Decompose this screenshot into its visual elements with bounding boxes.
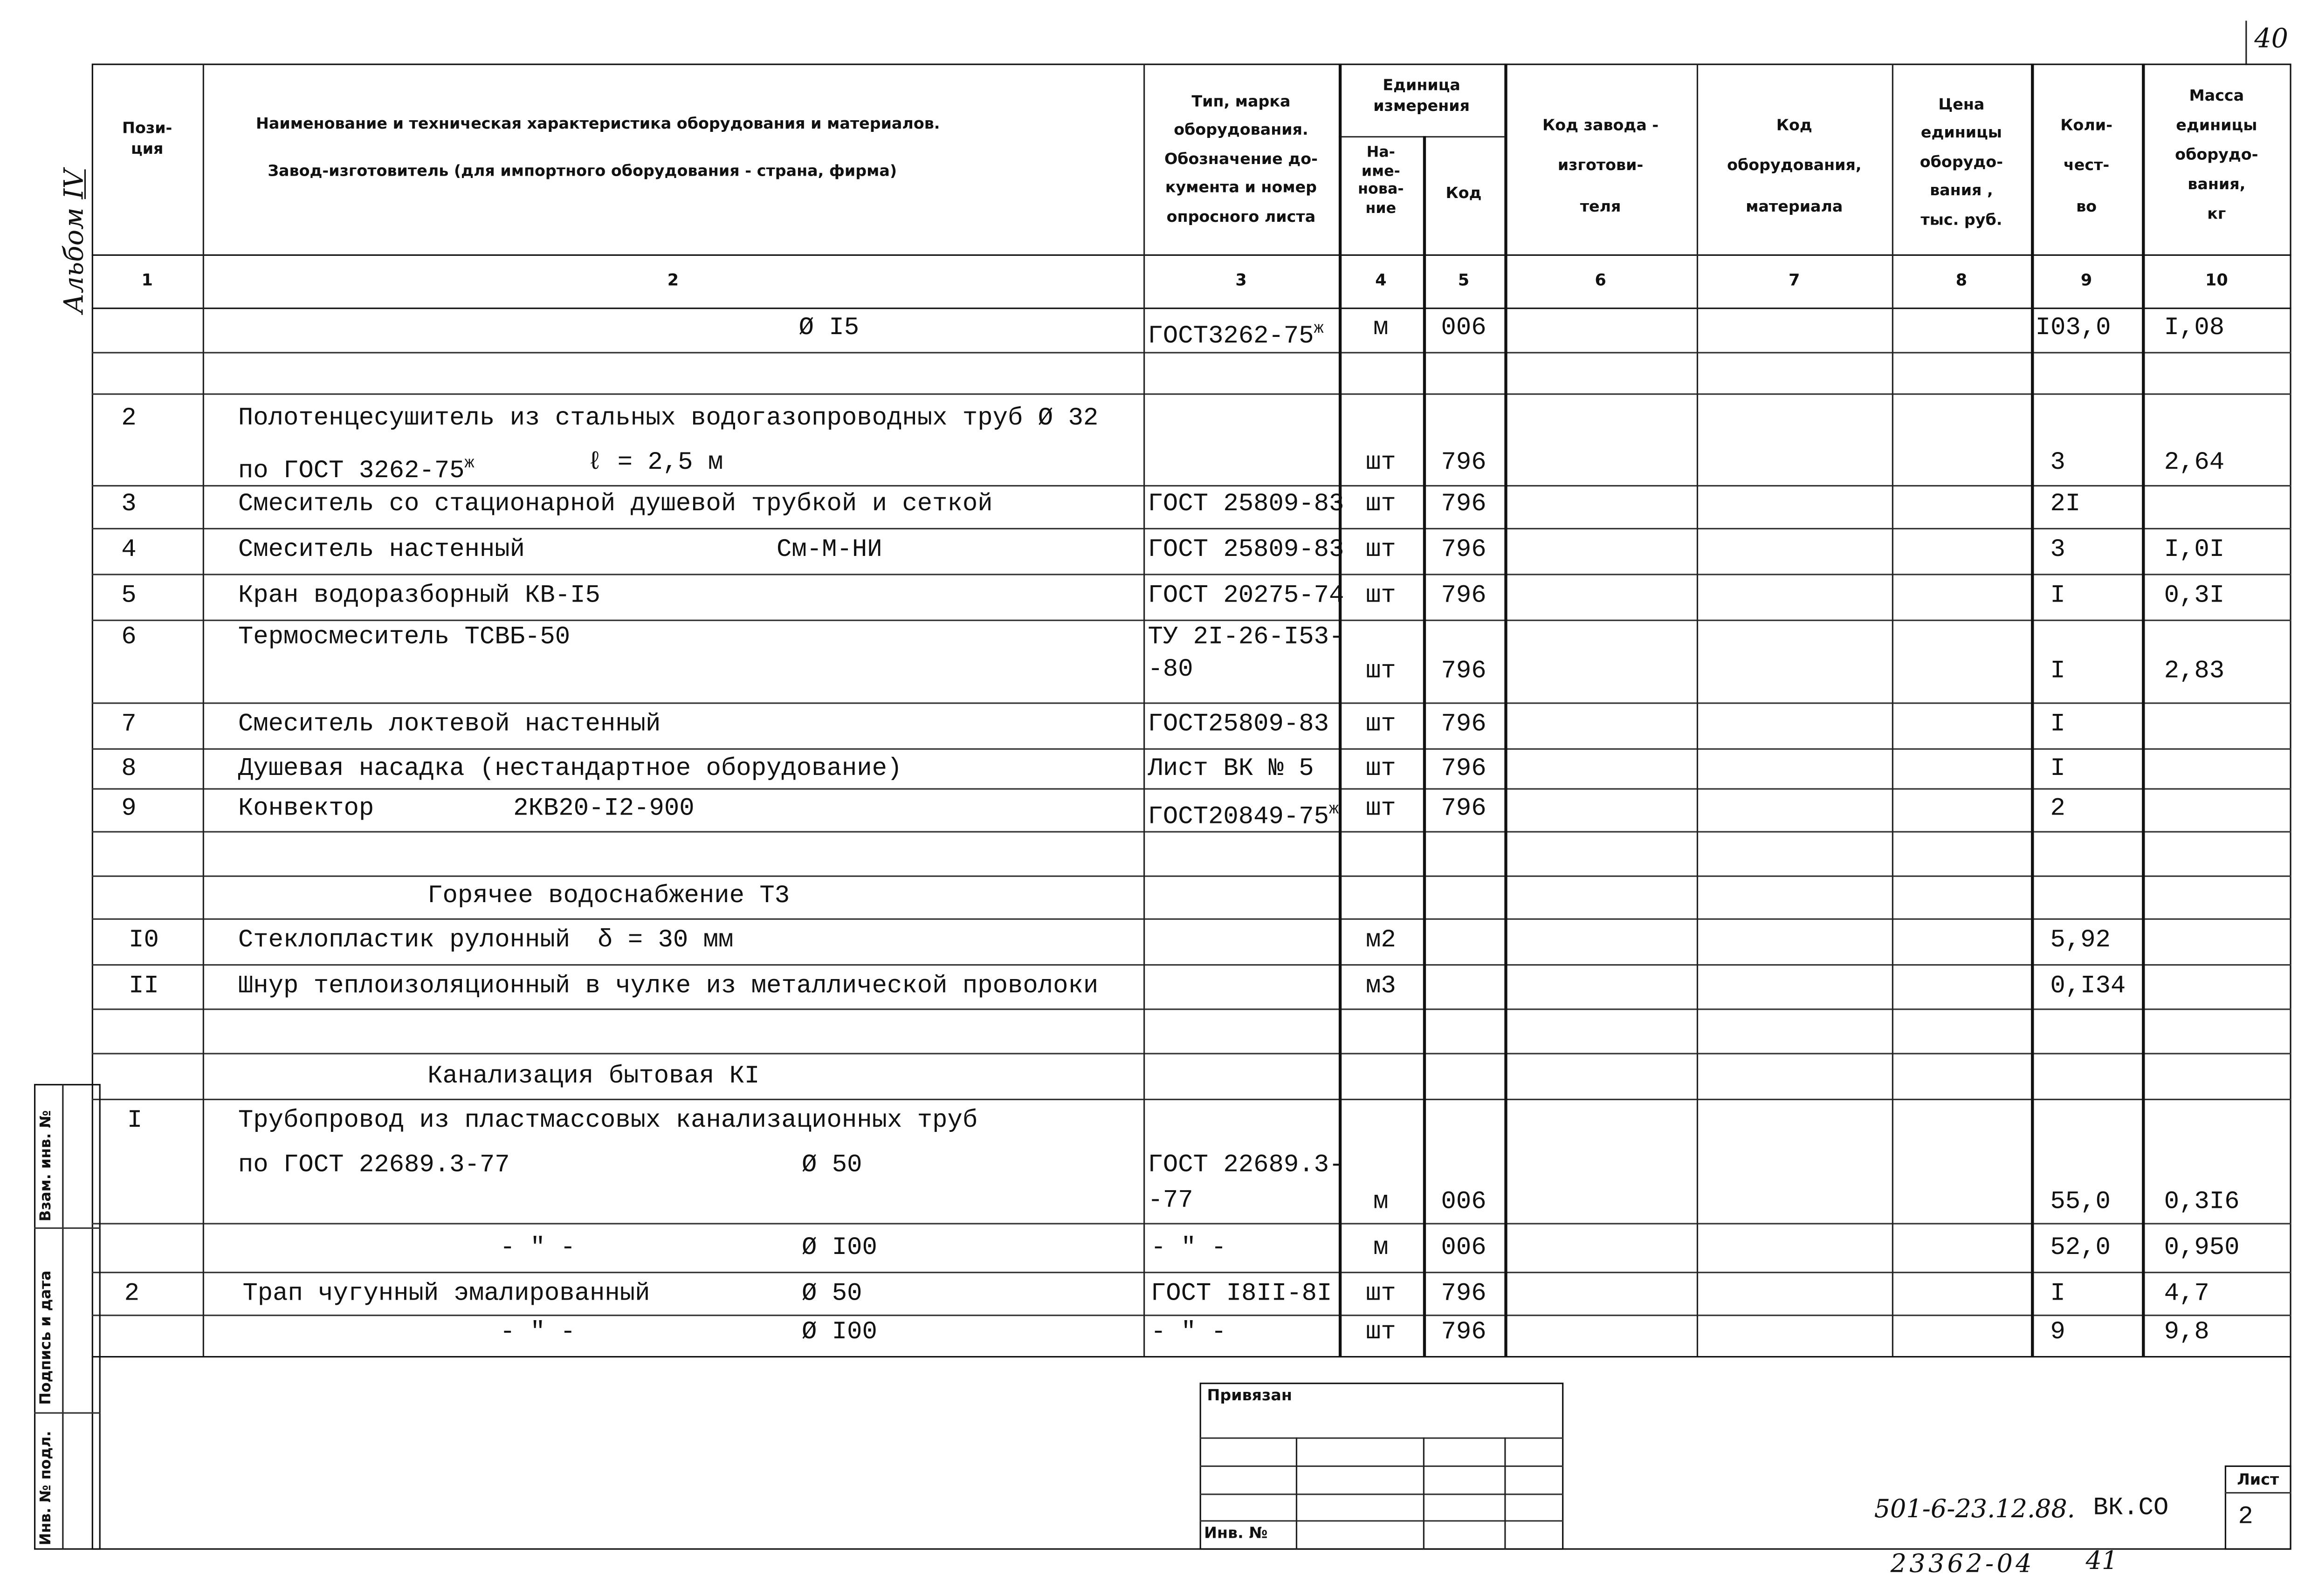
col-line-9 [2142, 63, 2145, 1356]
inv-no-label: Инв. № [1204, 1524, 1268, 1542]
header-mass: Масса единицы оборудо- вания, кг [2175, 87, 2258, 223]
row-mass: I,0I [2164, 536, 2225, 565]
col-line-5 [1504, 63, 1507, 1356]
row-code: 006 [1441, 1234, 1486, 1263]
row-doc: -80 [1148, 656, 1193, 685]
corner-divider [2245, 21, 2247, 65]
header-equipment-code: Код оборудования, материала [1727, 116, 1862, 216]
col-line-7 [1892, 63, 1893, 1356]
row-name: Смеситель настенный [238, 536, 525, 565]
row-unit: шт [1365, 1281, 1396, 1309]
footer-inventory-number: 23362-04 [1890, 1549, 2035, 1580]
row-unit: м [1373, 1189, 1389, 1217]
row-doc: Лист ВК № 5 [1148, 755, 1314, 784]
row-mass: 9,8 [2164, 1319, 2209, 1347]
row-name-tail: См-М-НИ [777, 536, 882, 565]
col-number: 3 [1235, 270, 1247, 290]
row-pos: 2 [121, 405, 137, 433]
row-mass: 0,3I [2164, 582, 2225, 611]
row-qty: I [2050, 582, 2065, 611]
row-code: 796 [1441, 582, 1486, 611]
row-line [92, 876, 2291, 877]
title-block-line [1200, 1438, 1564, 1439]
row-pos: 7 [121, 711, 137, 740]
row-name-tail: Ø 50 [801, 1281, 862, 1309]
row-doc: ГОСТ 25809-83 [1148, 491, 1344, 519]
row-line [92, 748, 2291, 750]
row-qty: I [2050, 658, 2065, 686]
row-line [92, 574, 2291, 575]
col-number: 6 [1595, 270, 1606, 290]
header-name-line2: Завод-изготовитель (для импортного оборудования - страна, фирма) [268, 163, 897, 181]
header-position: Пози- ция [122, 120, 172, 159]
project-code: 501-6-23.12.88. [1874, 1495, 2075, 1525]
header-price: Цена единицы оборудо- вания , тыс. руб. [1920, 96, 2003, 229]
unit-subheader-line [1339, 136, 1504, 137]
row-pos: 6 [121, 624, 137, 652]
row-mass: 2,64 [2164, 449, 2225, 478]
row-unit: м3 [1365, 973, 1396, 1001]
row-name: Полотенцесушитель из стальных водогазопроводных труб Ø 32 [238, 405, 1099, 433]
section-heading: Горячее водоснабжение Т3 [427, 883, 790, 911]
title-block-line [1200, 1466, 1564, 1467]
row-pos: 5 [121, 582, 137, 611]
row-line [92, 964, 2291, 966]
row-line [92, 1053, 2291, 1054]
row-code: 006 [1441, 1189, 1486, 1217]
col-number: 2 [667, 270, 679, 290]
row-code: 796 [1441, 491, 1486, 519]
row-unit: шт [1365, 755, 1396, 784]
colnum-bottom-line [92, 308, 2291, 309]
row-unit: шт [1365, 1319, 1396, 1347]
footer-page-number: 41 [2085, 1547, 2118, 1576]
row-qty: I03,0 [2035, 315, 2111, 343]
side-stamp-line [34, 1227, 101, 1229]
side-inv: Инв. № подл. [38, 1431, 55, 1546]
row-doc: -77 [1148, 1187, 1193, 1216]
row-name: Душевая насадка (нестандартное оборудование) [238, 755, 902, 784]
row-qty: I [2050, 711, 2065, 740]
row-code: 796 [1441, 1281, 1486, 1309]
row-name-tail: 2КВ20-I2-900 [513, 795, 695, 824]
row-qty: 52,0 [2050, 1234, 2111, 1263]
row-doc: ТУ 2I-26-I53- [1148, 624, 1344, 652]
row-name: по ГОСТ $3262-75^ж$ [238, 455, 475, 486]
row-line [92, 620, 2291, 621]
sheet-box-line [2225, 1492, 2291, 1493]
row-pos: I0 [129, 927, 159, 956]
row-name-tail: Ø I5 [798, 315, 860, 343]
row-name: Термосмеситель ТСВБ-50 [238, 624, 571, 652]
title-block-col [1296, 1438, 1297, 1550]
side-vzam: Взам. инв. № [38, 1110, 55, 1222]
side-stamp-divider [62, 1084, 63, 1550]
row-name-tail: δ = 30 мм [598, 927, 734, 956]
album-label: Альбом IV [59, 169, 90, 314]
side-stamp-line [34, 1412, 101, 1414]
row-unit: шт [1365, 536, 1396, 565]
section-heading: Канализация бытовая КI [427, 1063, 760, 1091]
row-line [92, 1008, 2291, 1010]
row-code: 796 [1441, 795, 1486, 824]
row-name: Трап чугунный эмалированный [242, 1281, 650, 1309]
row-name-tail: Ø I00 [801, 1234, 877, 1263]
col-line-8 [2031, 63, 2034, 1356]
row-unit: шт [1365, 582, 1396, 611]
col-number: 9 [2080, 270, 2092, 290]
row-pos: II [129, 973, 159, 1001]
row-mass: 0,950 [2164, 1234, 2240, 1263]
row-name-tail: Ø I00 [801, 1319, 877, 1347]
col-line-2 [1143, 63, 1145, 1356]
col-number: 1 [141, 270, 153, 290]
col-number: 5 [1458, 270, 1470, 290]
row-doc: ГОСТ 22689.3- [1148, 1152, 1344, 1180]
row-qty: 0,I34 [2050, 973, 2126, 1001]
row-unit: м [1373, 1234, 1389, 1263]
row-line [92, 702, 2291, 704]
header-unit: Единица измерения [1373, 77, 1470, 116]
row-code: 796 [1441, 711, 1486, 740]
row-name: - " - [500, 1234, 576, 1263]
row-pos: 8 [121, 755, 137, 784]
row-pos: 4 [121, 536, 137, 565]
row-unit: шт [1365, 711, 1396, 740]
row-doc: $ГОСТ3262-75^ж$ [1148, 321, 1324, 352]
title-block-col [1423, 1438, 1424, 1550]
privyazan-label: Привязан [1207, 1387, 1292, 1405]
row-mass: I,08 [2164, 315, 2225, 343]
row-mass: 2,83 [2164, 658, 2225, 686]
row-pos: 2 [124, 1281, 139, 1309]
title-block-col [1504, 1438, 1506, 1550]
row-doc: ГОСТ I8II-8I [1150, 1281, 1332, 1309]
row-qty: I [2050, 1281, 2065, 1309]
row-line [92, 1223, 2291, 1224]
row-doc: - " - [1150, 1234, 1226, 1263]
row-name: Смеситель со стационарной душевой трубкой и сеткой [238, 491, 993, 519]
row-name: Кран водоразборный КВ-I5 [238, 582, 600, 611]
row-line [92, 393, 2291, 395]
col-number: 7 [1789, 270, 1800, 290]
header-type-doc: Тип, марка оборудования. Обозначение до- кумента и номер опросного листа [1164, 93, 1318, 226]
header-unit-name: На- име- нова- ние [1358, 144, 1404, 217]
row-doc: - " - [1150, 1319, 1226, 1347]
row-qty: 2 [2050, 795, 2065, 824]
row-qty: 3 [2050, 449, 2065, 478]
header-bottom-line [92, 254, 2291, 256]
side-podpis: Подпись и дата [38, 1270, 55, 1405]
col-line-6 [1697, 63, 1698, 1356]
header-name-line1: Наименование и техническая характеристика оборудования и материалов. [255, 115, 940, 133]
header-unit-code: Код [1445, 185, 1482, 203]
title-block-line [1200, 1520, 1564, 1521]
row-doc: ГОСТ25809-83 [1148, 711, 1329, 740]
row-line [92, 788, 2291, 789]
row-code: 796 [1441, 658, 1486, 686]
row-qty: 9 [2050, 1319, 2065, 1347]
row-pos: I [127, 1107, 143, 1136]
row-line [92, 918, 2291, 920]
row-name-tail: Ø 50 [801, 1152, 862, 1180]
row-pos: 9 [121, 795, 137, 824]
col-number: 8 [1955, 270, 1968, 290]
row-doc: ГОСТ 25809-83 [1148, 536, 1344, 565]
row-code: 796 [1441, 755, 1486, 784]
row-name: - " - [500, 1319, 576, 1347]
row-mass: 0,3I6 [2164, 1189, 2240, 1217]
row-line [92, 1315, 2291, 1316]
row-unit: м2 [1365, 927, 1396, 956]
row-unit: шт [1365, 491, 1396, 519]
row-qty: 3 [2050, 536, 2065, 565]
row-doc: ГОСТ 20275-74 [1148, 582, 1344, 611]
row-name: Шнур теплоизоляционный в чулке из металлической проволоки [238, 973, 1099, 1001]
title-block-line [1200, 1493, 1564, 1495]
row-qty: 55,0 [2050, 1189, 2111, 1217]
row-name: Трубопровод из пластмассовых канализационных труб [238, 1107, 978, 1136]
row-name: Стеклопластик рулонный [238, 927, 571, 956]
row-name-tail: ℓ = 2,5 м [587, 449, 723, 478]
row-name: Смеситель локтевой настенный [238, 711, 661, 740]
row-qty: I [2050, 755, 2065, 784]
row-unit: шт [1365, 658, 1396, 686]
row-name: Конвектор [238, 795, 374, 824]
row-mass: 4,7 [2164, 1281, 2209, 1309]
row-qty: 5,92 [2050, 927, 2111, 956]
row-name: по ГОСТ 22689.3-77 [238, 1152, 510, 1180]
row-unit: шт [1365, 449, 1396, 478]
row-unit: шт [1365, 795, 1396, 824]
header-factory-code: Код завода - изготови- теля [1542, 116, 1659, 216]
row-code: 006 [1441, 315, 1486, 343]
list-label: Лист [2237, 1471, 2279, 1489]
list-number: 2 [2238, 1504, 2253, 1532]
col-number: 10 [2205, 270, 2228, 290]
row-code: 796 [1441, 449, 1486, 478]
row-line [92, 1099, 2291, 1100]
row-doc: $ГОСТ20849-75^ж$ [1148, 801, 1339, 832]
row-code: 796 [1441, 1319, 1486, 1347]
header-quantity: Коли- чест- во [2060, 116, 2112, 216]
col-line-1 [203, 63, 204, 1356]
row-code: 796 [1441, 536, 1486, 565]
doc-code: ВК.СО [2093, 1495, 2169, 1523]
row-pos: 3 [121, 491, 137, 519]
row-unit: м [1373, 315, 1389, 343]
table-bottom-line [92, 1356, 2291, 1357]
col-number: 4 [1375, 270, 1387, 290]
row-qty: 2I [2050, 491, 2081, 519]
row-line [92, 1272, 2291, 1273]
row-line [92, 528, 2291, 529]
corner-sheet-number: 40 [2254, 23, 2288, 55]
